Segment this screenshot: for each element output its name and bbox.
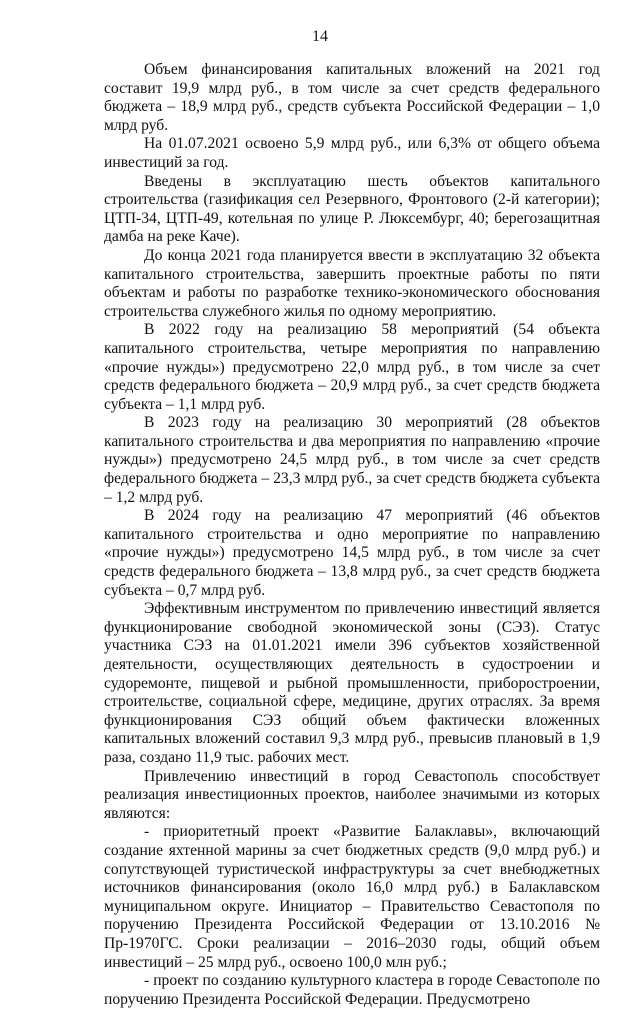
paragraph-commissioned-objects: Введены в эксплуатацию шесть объектов капитального строительства (газификация сел Резервного, Фронтового (2-й категории); ЦТП-34, ЦТП-49, котельная по улице Р. Люксембург, 40; берегозащитная дамба на реке Каче). (104, 172, 600, 246)
paragraph-financing-2021: Объем финансирования капитальных вложений на 2021 год составит 19,9 млрд руб., в том числе за счет средств федерального бюджета – 18,9 млрд руб., средств субъекта Российской Федерации – 1,0 млрд руб. (104, 61, 600, 134)
paragraph-plan-2024: В 2024 году на реализацию 47 мероприятий (46 объектов капитального строительства и одно мероприятие по направлению «прочие нужды») предусмотрено 14,5 млрд руб., в том числе за счет средств федерального бюджета – 13,8 млрд руб., за счет средств бюджета субъекта – 0,7 млрд руб. (104, 507, 600, 599)
list-item-cultural-cluster: - проект по созданию культурного кластера в городе Севастополе по поручению Президента Российской Федерации. Предусмотрено (104, 972, 600, 1008)
paragraph-plan-2023: В 2023 году на реализацию 30 мероприятий (28 объектов капитального строительства и два мероприятия по направлению «прочие нужды») предусмотрено 24,5 млрд руб., в том числе за счет средств федерального бюджета – 23,3 млрд руб., за счет средств бюджета субъекта – 1,2 млрд руб. (104, 414, 600, 506)
paragraph-plan-2022: В 2022 году на реализацию 58 мероприятий (54 объекта капитального строительства, четыре мероприятия по направлению «прочие нужды») предусмотрено 22,0 млрд руб., в том числе за счет средств федерального бюджета – 20,9 млрд руб., за счет средств бюджета субъекта – 1,1 млрд руб. (104, 321, 600, 413)
list-item-balaklava-project: - приоритетный проект «Развитие Балаклавы», включающий создание яхтенной марины за счет бюджетных средств (9,0 млрд руб.) и сопутствующей туристической инфраструктуры за счет внебюджетных источников финансирования (около 16,0 млрд руб.) в Балаклавском муниципальном округе. Инициатор – Правительство Севастополя по поручению Президента Российской Федерации от 13.10.2016 № Пр-1970ГС. Сроки реализации – 2016–2030 годы, общий объем инвестиций – 25 млрд руб., освоено 100,0 млн руб.; (104, 823, 600, 971)
page-number: 14 (312, 28, 328, 45)
document-body (104, 61, 600, 1009)
paragraph-plan-end-2021: До конца 2021 года планируется ввести в эксплуатацию 32 объекта капитального строительства, завершить проектные работы по пяти объектам и работы по разработке технико-экономического обоснования строительства служебного жилья по одному мероприятию. (104, 246, 600, 320)
paragraph-investment-attraction: Привлечению инвестиций в город Севастополь способствует реализация инвестиционных проектов, наиболее значимыми из которых являются: (104, 767, 600, 822)
paragraph-mastered-2021: На 01.07.2021 освоено 5,9 млрд руб., или 6,3% от общего объема инвестиций за год. (104, 135, 600, 171)
paragraph-free-economic-zone: Эффективным инструментом по привлечению инвестиций является функционирование свободной экономической зоны (СЭЗ). Статус участника СЭЗ на 01.01.2021 имели 396 субъектов хозяйственной деятельности, осуществляющих деятельность в судостроении и судоремонте, пищевой и рыбной промышленности, приборостроении, строительстве, социальной сфере, медицине, других отраслях. За время функционирования СЭЗ общий объем фактически вложенных капитальных вложений составил 9,3 млрд руб., превысив плановый в 1,9 раза, создано 11,9 тыс. рабочих мест. (104, 600, 600, 766)
